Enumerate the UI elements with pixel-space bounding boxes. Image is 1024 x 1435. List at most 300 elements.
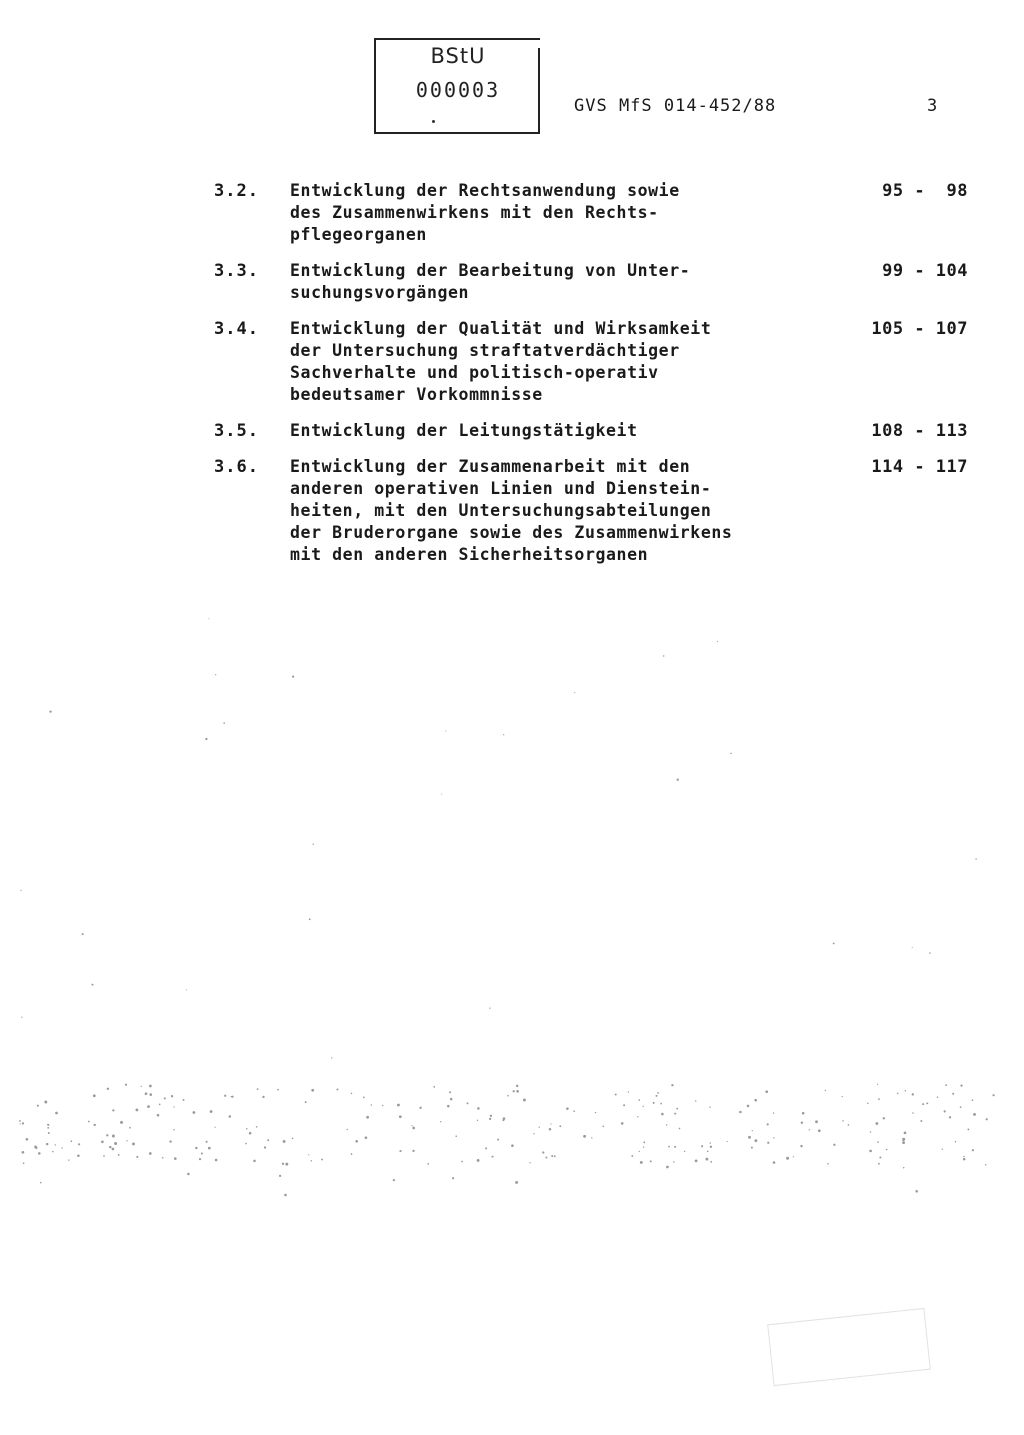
scan-speck [793, 1156, 794, 1157]
scan-speck [676, 1108, 678, 1110]
scan-speck [833, 1144, 835, 1146]
toc-entry-3-5 [214, 420, 974, 442]
scan-speck [559, 1125, 561, 1127]
scan-speck [174, 1157, 177, 1160]
scan-speck [311, 1160, 312, 1161]
toc-entry-title [290, 180, 830, 246]
scan-speck [208, 1147, 211, 1150]
scan-speck [960, 1085, 962, 1087]
scan-speck [631, 1155, 633, 1157]
scan-speck [284, 1194, 287, 1197]
scan-speck [201, 1152, 203, 1154]
scan-speck [975, 858, 977, 860]
scan-speck [411, 1125, 412, 1126]
scan-speck [283, 1140, 286, 1143]
scan-speck [93, 1094, 96, 1097]
scan-speck [365, 1136, 368, 1139]
scan-speck [103, 1155, 105, 1157]
scan-speck [135, 1108, 138, 1111]
scan-speck [109, 1146, 111, 1148]
toc-title-line: der Untersuchung straftatverdächtiger [290, 341, 680, 360]
scan-speck [897, 1093, 899, 1095]
scan-speck [710, 1146, 712, 1148]
scan-speck [305, 1101, 307, 1103]
scan-speck [264, 1146, 266, 1148]
scan-speck [199, 1158, 201, 1160]
scan-speck [253, 1160, 256, 1163]
scan-speck [485, 1147, 487, 1149]
scan-speck [397, 1104, 400, 1107]
scan-speck [19, 1120, 21, 1122]
scan-speck [52, 1151, 54, 1153]
scan-speck [717, 641, 718, 642]
scan-speck [455, 1135, 457, 1137]
scan-speck [173, 1129, 175, 1131]
scan-speck [945, 1084, 947, 1086]
toc-entry-title [290, 260, 830, 304]
scan-speck [902, 1138, 905, 1141]
scan-speck [88, 1121, 90, 1123]
scan-speck [129, 1127, 131, 1129]
scan-speck [800, 1145, 802, 1147]
stamp-dot [432, 120, 435, 123]
toc-title-line: Entwicklung der Leitungstätigkeit [290, 421, 638, 440]
scan-speck [684, 1151, 685, 1152]
scan-speck [231, 1096, 232, 1097]
scan-speck [879, 1156, 881, 1158]
scan-speck [173, 1106, 174, 1107]
scan-speck [554, 1155, 556, 1157]
scan-speck [773, 1161, 776, 1164]
scan-speck [973, 1113, 976, 1116]
scan-speck [748, 1136, 751, 1139]
scan-speck [47, 1127, 49, 1129]
page-number: 3 [927, 96, 938, 116]
scan-speck [549, 1128, 552, 1131]
toc-entry-3-2 [214, 180, 974, 246]
scan-speck [210, 1110, 213, 1113]
scan-speck [412, 1127, 415, 1130]
scan-speck [730, 753, 731, 754]
toc-title-line: Sachverhalte und politisch-operativ [290, 363, 659, 382]
scan-speck [877, 1141, 879, 1143]
scan-speck [550, 1123, 551, 1124]
scan-speck [801, 1121, 803, 1123]
scan-speck [767, 1142, 769, 1144]
scan-speck [450, 1098, 453, 1101]
scan-speck [621, 1122, 624, 1125]
scan-speck [516, 1085, 518, 1087]
scan-speck [747, 1105, 750, 1108]
scan-speck [765, 1090, 768, 1093]
scan-speck [321, 1159, 323, 1161]
scan-speck [285, 1163, 288, 1166]
scan-speck [106, 1134, 108, 1136]
scan-speck [489, 1008, 490, 1009]
scan-speck [399, 1150, 401, 1152]
scan-speck [312, 844, 313, 845]
toc-title-line: anderen operativen Linien und Dienstein- [290, 479, 712, 498]
scan-speck [869, 1150, 872, 1153]
scan-speck [145, 1092, 148, 1095]
scan-speck [452, 1177, 454, 1179]
scan-speck [20, 1123, 21, 1124]
scan-speck [412, 1150, 414, 1152]
scan-speck [309, 918, 311, 920]
scan-speck [574, 692, 575, 693]
scan-speck [262, 1096, 264, 1098]
scan-speck [867, 1103, 869, 1105]
scan-speck [944, 1110, 946, 1112]
scan-speck [44, 1101, 47, 1104]
scan-speck [638, 1099, 640, 1101]
scan-speck [695, 1160, 698, 1163]
scan-speck [767, 1123, 769, 1125]
scan-speck [21, 1016, 22, 1017]
scan-speck [755, 1139, 758, 1142]
scan-speck [643, 1106, 644, 1107]
scan-speck [183, 1099, 185, 1101]
toc-title-line: mit den anderen Sicherheitsorganen [290, 545, 649, 564]
stamp-org-label: BStU [430, 44, 486, 68]
scan-speck [643, 1146, 644, 1147]
scan-speck [773, 1137, 774, 1138]
scan-speck [195, 1147, 197, 1149]
toc-title-line: suchungsvorgängen [290, 283, 470, 302]
scan-speck [551, 1155, 553, 1157]
document-reference: GVS MfS 014-452/88 [574, 96, 777, 116]
scan-speck [507, 1095, 509, 1097]
scan-speck [809, 1129, 810, 1130]
scan-speck [886, 1149, 888, 1151]
scan-speck [449, 1091, 451, 1093]
scan-speck [114, 1142, 117, 1145]
scan-speck [477, 1120, 478, 1121]
scan-speck [214, 1127, 215, 1128]
scan-speck [40, 1182, 42, 1184]
scan-speck [162, 1157, 164, 1159]
scan-speck [257, 1088, 259, 1090]
scan-speck [511, 1144, 514, 1147]
scan-speck [112, 1148, 115, 1151]
scan-speck [419, 1107, 421, 1109]
toc-entry-title [290, 456, 830, 566]
scan-speck [26, 1138, 29, 1141]
toc-title-line: pflegeorganen [290, 225, 427, 244]
scan-speck [249, 1132, 252, 1135]
table-of-contents [214, 180, 974, 580]
scan-speck [955, 1141, 957, 1143]
scan-speck [903, 1167, 904, 1168]
scan-speck [346, 1129, 347, 1130]
scan-speck [671, 1084, 673, 1086]
scan-speck [46, 1143, 48, 1145]
scan-speck [754, 1099, 757, 1102]
scan-speck [49, 710, 51, 712]
scan-speck [878, 1163, 880, 1165]
scan-speck [875, 1122, 878, 1125]
scan-speck [48, 1132, 50, 1134]
scan-speck [942, 1149, 943, 1150]
scan-speck [107, 1088, 109, 1090]
scan-speck [193, 1111, 196, 1114]
scan-speck [491, 1156, 493, 1158]
scan-speck [929, 952, 931, 954]
scan-speck [926, 1102, 928, 1104]
scan-speck [912, 1093, 914, 1095]
scan-speck [602, 1125, 604, 1127]
scan-speck [739, 1111, 742, 1114]
scan-speck [877, 1084, 878, 1085]
scan-speck [842, 1120, 843, 1121]
toc-entry-pages: 114 - 117 [871, 457, 968, 477]
scan-speck [963, 1158, 966, 1161]
scan-speck [37, 1105, 39, 1107]
scan-speck [38, 1152, 41, 1155]
scan-speck [786, 1157, 789, 1160]
toc-entry-number: 3.2. [214, 181, 259, 201]
scan-speck [542, 1151, 544, 1153]
scan-speck [904, 1132, 907, 1135]
scan-speck [707, 1150, 709, 1152]
scan-speck [727, 1141, 728, 1142]
scan-speck [701, 1145, 703, 1147]
scan-speck [870, 1131, 871, 1132]
scan-speck [643, 1141, 645, 1143]
scan-speck [972, 1149, 974, 1151]
scan-speck [533, 1133, 534, 1134]
scan-speck [639, 1151, 640, 1152]
toc-entry-number: 3.3. [214, 261, 259, 281]
scan-speck [477, 1107, 480, 1110]
scan-speck [666, 1124, 667, 1125]
scan-speck [937, 1096, 939, 1098]
scan-speck [573, 1110, 575, 1112]
scan-speck [529, 1162, 530, 1163]
scan-speck [70, 1140, 72, 1142]
scan-speck [972, 1099, 974, 1101]
scan-speck [164, 1097, 166, 1099]
toc-entry-number: 3.6. [214, 457, 259, 477]
toc-title-line: Entwicklung der Qualität und Wirksamkeit [290, 319, 712, 338]
scan-speck [502, 1119, 504, 1121]
scan-speck [583, 1135, 586, 1138]
scan-speck [147, 1105, 150, 1108]
scan-speck [232, 1096, 234, 1098]
toc-title-line: heiten, mit den Untersuchungsabteilungen [290, 501, 712, 520]
scan-speck [912, 1112, 914, 1114]
scan-speck [22, 1151, 25, 1154]
archive-stamp [374, 38, 540, 134]
scan-speck [628, 1091, 629, 1092]
scan-speck [47, 1124, 49, 1126]
scan-speck [668, 1146, 670, 1148]
scan-speck [566, 1107, 569, 1110]
scan-speck [515, 1181, 518, 1184]
scan-speck [445, 730, 446, 731]
scan-speck [187, 1173, 190, 1176]
scan-speck [371, 1104, 373, 1106]
scan-speck [440, 1121, 441, 1122]
scan-speck [441, 794, 442, 795]
scan-speck [126, 1140, 127, 1141]
scan-speck [661, 1113, 664, 1116]
scan-speck [818, 1129, 821, 1132]
scan-speck [674, 1113, 676, 1115]
scan-speck [960, 1106, 962, 1108]
scan-speck [246, 1128, 247, 1129]
scan-speck [752, 1130, 753, 1131]
scan-speck [447, 1105, 450, 1108]
toc-title-line: Entwicklung der Zusammenarbeit mit den [290, 457, 691, 476]
scan-speck [55, 1144, 56, 1145]
scan-speck [101, 1140, 104, 1143]
scan-speck [35, 1147, 37, 1149]
scan-speck [256, 1126, 258, 1128]
scan-speck [68, 1159, 69, 1160]
scan-speck [802, 1112, 805, 1115]
scan-speck [34, 1145, 37, 1148]
scan-speck [229, 1115, 232, 1118]
toc-title-line: der Bruderorgane sowie des Zusammenwirkens [290, 523, 733, 542]
scan-speck [433, 1086, 435, 1088]
scan-speck [709, 1106, 710, 1107]
scan-speck [331, 1057, 332, 1058]
scan-speck [467, 1102, 469, 1104]
scan-speck [282, 1163, 284, 1165]
scan-speck [308, 1154, 309, 1155]
scan-speck [650, 1160, 652, 1162]
scan-speck [986, 1118, 988, 1120]
scan-speck [336, 1088, 338, 1090]
scan-speck [883, 1117, 885, 1119]
scan-speck [490, 1115, 492, 1117]
scan-speck [657, 1092, 659, 1094]
scan-speck [61, 1147, 62, 1148]
toc-entry-title [290, 420, 830, 442]
toc-entry-3-4 [214, 318, 974, 406]
scan-speck [963, 1156, 965, 1158]
faint-copy-stamp [767, 1308, 931, 1386]
scan-speck [23, 1162, 25, 1164]
scan-speck [516, 1090, 519, 1093]
toc-entry-3-6 [214, 456, 974, 566]
scan-speck [224, 1095, 226, 1097]
scan-speck [497, 1139, 499, 1141]
scan-speck [912, 947, 913, 948]
toc-entry-pages: 99 - 104 [882, 261, 968, 281]
scan-speck [351, 1153, 353, 1155]
scan-speck [363, 1097, 365, 1099]
scan-speck [952, 1093, 954, 1095]
toc-entry-number: 3.5. [214, 421, 259, 441]
toc-title-line: des Zusammenwirkens mit den Rechts- [290, 203, 659, 222]
scan-speck [503, 734, 504, 735]
toc-title-line: Entwicklung der Rechtsanwendung sowie [290, 181, 680, 200]
scan-speck [55, 1112, 58, 1115]
scan-speck [902, 1141, 905, 1144]
scan-speck [82, 933, 84, 935]
scan-speck [848, 1124, 850, 1126]
scan-speck [382, 1105, 383, 1106]
scan-speck [695, 1100, 696, 1101]
scan-speck [623, 1104, 625, 1106]
scan-speck [366, 1116, 369, 1119]
scan-speck [523, 1099, 526, 1102]
scan-speck [169, 1140, 171, 1142]
scan-speck [157, 1114, 160, 1117]
scan-speck [223, 722, 225, 724]
scan-speck [967, 1128, 969, 1130]
scan-speck [141, 1086, 142, 1087]
scan-speck [208, 618, 209, 619]
scan-speck [267, 1139, 269, 1141]
scan-speck [20, 890, 21, 891]
scan-speck [132, 1142, 135, 1145]
scan-speck [679, 1128, 681, 1130]
scan-speck [902, 1139, 904, 1141]
toc-entry-3-3 [214, 260, 974, 304]
scan-speck [751, 1147, 753, 1149]
scan-speck [842, 1096, 843, 1097]
scan-speck [653, 1102, 655, 1104]
scan-speck [992, 1094, 994, 1096]
scan-speck [677, 779, 679, 781]
scan-speck [206, 1141, 208, 1143]
scan-speck [215, 674, 216, 675]
toc-title-line: Entwicklung der Bearbeitung von Unter- [290, 261, 691, 280]
scan-speck [905, 1090, 906, 1091]
scan-speck [120, 1121, 123, 1124]
toc-title-line: bedeutsamer Vorkommnisse [290, 385, 543, 404]
scan-speck [673, 1161, 675, 1163]
scan-speck [461, 1161, 463, 1163]
scan-speck [292, 675, 294, 677]
toc-entry-title [290, 318, 830, 406]
scan-speck [393, 1179, 395, 1181]
scan-speck [279, 1175, 281, 1177]
scan-speck [149, 1152, 152, 1155]
scan-speck [640, 1161, 643, 1164]
scan-speck [637, 1116, 638, 1117]
scan-speck [545, 1157, 547, 1159]
scan-speck [833, 942, 835, 944]
scan-speck [245, 1143, 247, 1145]
scan-speck [125, 1084, 127, 1086]
scan-speck [710, 1142, 712, 1144]
scan-speck [477, 1159, 480, 1162]
scan-speck [292, 1137, 294, 1139]
scan-speck [595, 1112, 596, 1113]
scan-speck [920, 1120, 922, 1122]
scan-speck [94, 1124, 96, 1126]
scan-speck [159, 1104, 161, 1106]
scan-speck [149, 1093, 152, 1096]
scan-speck [489, 1118, 491, 1120]
toc-entry-pages: 95 - 98 [882, 181, 968, 201]
scan-speck [615, 1093, 617, 1095]
scan-speck [91, 984, 93, 986]
scan-speck [78, 1143, 80, 1145]
scan-speck [825, 1090, 826, 1091]
scan-speck [773, 1112, 774, 1113]
scan-speck [513, 1090, 515, 1092]
scan-speck [674, 1146, 676, 1148]
toc-entry-pages: 108 - 113 [871, 421, 968, 441]
scan-speck [655, 1095, 657, 1097]
scan-speck [205, 738, 207, 740]
stamp-page-number: 000003 [415, 78, 501, 102]
